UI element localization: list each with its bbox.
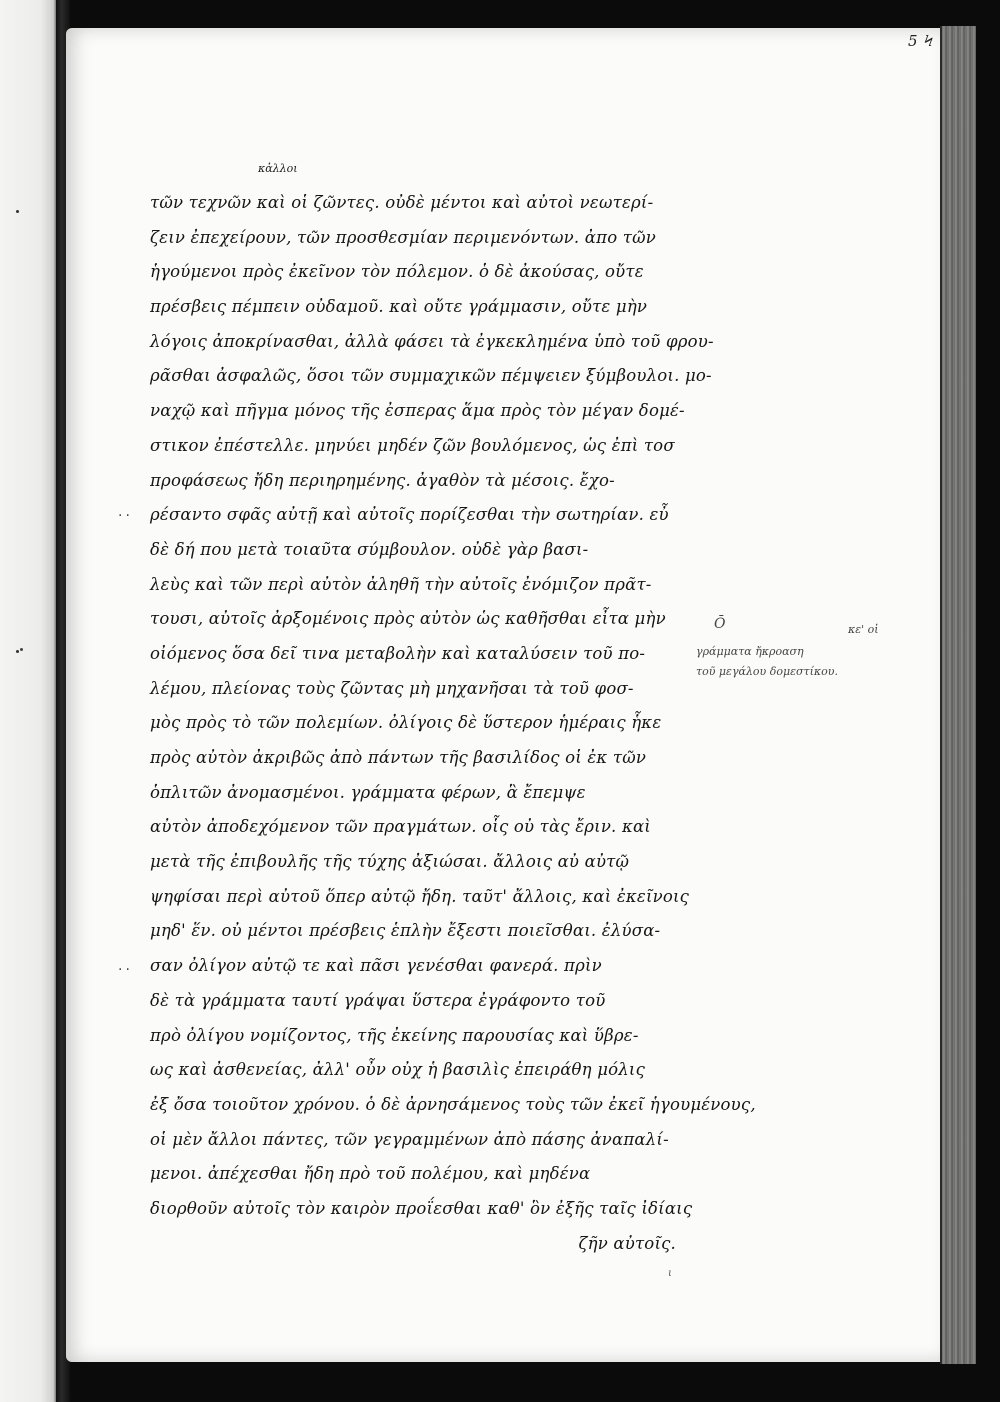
text-line: λέμου, πλείονας τοὺς ζῶντας μὴ μηχανῆσαι τὰ τοῦ φοσ- (150, 678, 634, 698)
page-mark (16, 650, 19, 653)
text-line: μενοι. ἀπέχεσθαι ἤδη πρὸ τοῦ πολέμου, καὶ μηδένα (150, 1164, 591, 1184)
text-line: ὁπλιτῶν ἀνομασμένοι. γράμματα φέρων, ἃ ἔπεμψε (150, 782, 586, 802)
facing-page-edge (0, 0, 60, 1402)
text-line: ἐξ ὄσα τοιοῦτον χρόνου. ὁ δὲ ἀρνησάμενος τοὺς τῶν ἐκεῖ ἡγουμένους, (150, 1094, 756, 1114)
stray-mark (20, 648, 23, 651)
text-line: οἱ μὲν ἄλλοι πάντες, τῶν γεγραμμένων ἀπὸ πάσης ἀναπαλί- (150, 1129, 669, 1149)
text-line: ψηφίσαι περὶ αὐτοῦ ὅπερ αὐτῷ ἤδη. ταῦτ' ἄλλοις, καὶ ἐκεῖνοις (150, 886, 690, 906)
text-line: δὲ δή που μετὰ τοιαῦτα σύμβουλον. οὐδὲ γὰρ βασι- (150, 539, 589, 559)
margin-dots: .. (118, 958, 133, 974)
marginal-note-line: γράμματα ἤκροαση (696, 645, 804, 658)
text-line: ρᾶσθαι ἀσφαλῶς, ὅσοι τῶν συμμαχικῶν πέμψειεν ξύμβουλοι. μο- (150, 366, 712, 386)
text-line: πρὸς αὐτὸν ἀκριβῶς ἀπὸ πάντων τῆς βασιλίδος οἱ ἐκ τῶν (150, 748, 647, 767)
text-line: σαν ὀλίγον αὐτῷ τε καὶ πᾶσι γενέσθαι φανερά. πρὶν (150, 956, 602, 976)
marginal-siglum: Ō (714, 616, 726, 632)
folio-number: 5 Ϟ (908, 32, 935, 50)
text-line: στικον ἐπέστελλε. μηνύει μηδέν ζῶν βουλόμενος, ὡς ἐπὶ τοσ (150, 435, 675, 455)
text-line-final: ζῆν αὐτοῖς. (578, 1233, 676, 1253)
text-line: μετὰ τῆς ἐπιβουλῆς τῆς τύχης ἀξιώσαι. ἄλλοις αὐ αὐτῷ (150, 852, 630, 872)
text-line: μηδ' ἕν. οὐ μέντοι πρέσβεις ἑπλὴν ἔξεστι ποιεῖσθαι. ἐλύσα- (150, 921, 661, 941)
fore-edge (940, 26, 976, 1364)
text-line: ζειν ἐπεχείρουν, τῶν προσθεσμίαν περιμενόντων. ἀπο τῶν (150, 227, 656, 247)
text-line: μὸς πρὸς τὸ τῶν πολεμίων. ὀλίγοις δὲ ὕστερον ἡμέραις ἧκε (150, 713, 662, 733)
text-line: λεὺς καὶ τῶν περὶ αὐτὸν ἀληθῆ τὴν αὐτοῖς ἐνόμιζον πρᾶτ- (150, 574, 652, 594)
marginal-superscript: κε' οἱ (848, 623, 879, 636)
text-line: δὲ τὰ γράμματα ταυτί γράψαι ὕστερα ἐγράφοντο τοῦ (150, 990, 606, 1010)
interlinear-gloss: κἀλλοι (258, 162, 298, 175)
text-line: οἰόμενος ὅσα δεῖ τινα μεταβολὴν καὶ καταλύσειν τοῦ πο- (150, 643, 646, 663)
margin-dots: .. (118, 504, 133, 520)
marginal-note-line: τοῦ μεγάλου δομεστίκου. (696, 665, 838, 678)
text-line: ναχῷ καὶ πῆγμα μόνος τῆς ἐσπερας ἅμα πρὸς τὸν μέγαν δομέ- (150, 401, 685, 421)
text-line: ως καὶ ἀσθενείας, ἀλλ' οὖν οὐχ ἡ βασιλὶς ἐπειράθη μόλις (150, 1060, 646, 1080)
text-line: ρέσαντο σφᾶς αὐτῇ καὶ αὐτοῖς πορίζεσθαι τὴν σωτηρίαν. εὖ (150, 505, 669, 525)
bottom-mark: ι (668, 1268, 672, 1279)
text-line: αὐτὸν ἀποδεχόμενον τῶν πραγμάτων. οἷς οὐ τὰς ἔριν. καὶ (150, 817, 651, 837)
text-line: διορθοῦν αὐτοῖς τὸν καιρὸν προΐεσθαι καθ' ὃν ἐξῆς ταῖς ἰδίαις (150, 1198, 693, 1218)
marginal-note (696, 616, 896, 682)
text-line: προφάσεως ἤδη περιηρημένης. ἀγαθὸν τὰ μέσοις. ἔχο- (150, 470, 615, 490)
text-line: πρὸ ὀλίγου νομίζοντος, τῆς ἐκείνης παρουσίας καὶ ὕβρε- (150, 1025, 639, 1045)
text-line: λόγοις ἀποκρίνασθαι, ἀλλὰ φάσει τὰ ἐγκεκλημένα ὑπὸ τοῦ φρου- (150, 331, 714, 351)
text-line: ἡγούμενοι πρὸς ἐκεῖνον τὸν πόλεμον. ὁ δὲ ἀκούσας, οὔτε (150, 262, 644, 282)
page-mark (16, 210, 19, 213)
text-line: τουσι, αὐτοῖς ἀρξομένοις πρὸς αὐτὸν ὡς καθῆσθαι εἶτα μὴν (150, 609, 666, 629)
text-line: πρέσβεις πέμπειν οὐδαμοῦ. καὶ οὔτε γράμμασιν, οὔτε μὴν (150, 297, 648, 317)
text-line: τῶν τεχνῶν καὶ οἱ ζῶντες. οὐδὲ μέντοι καὶ αὐτοὶ νεωτερί- (150, 193, 654, 212)
